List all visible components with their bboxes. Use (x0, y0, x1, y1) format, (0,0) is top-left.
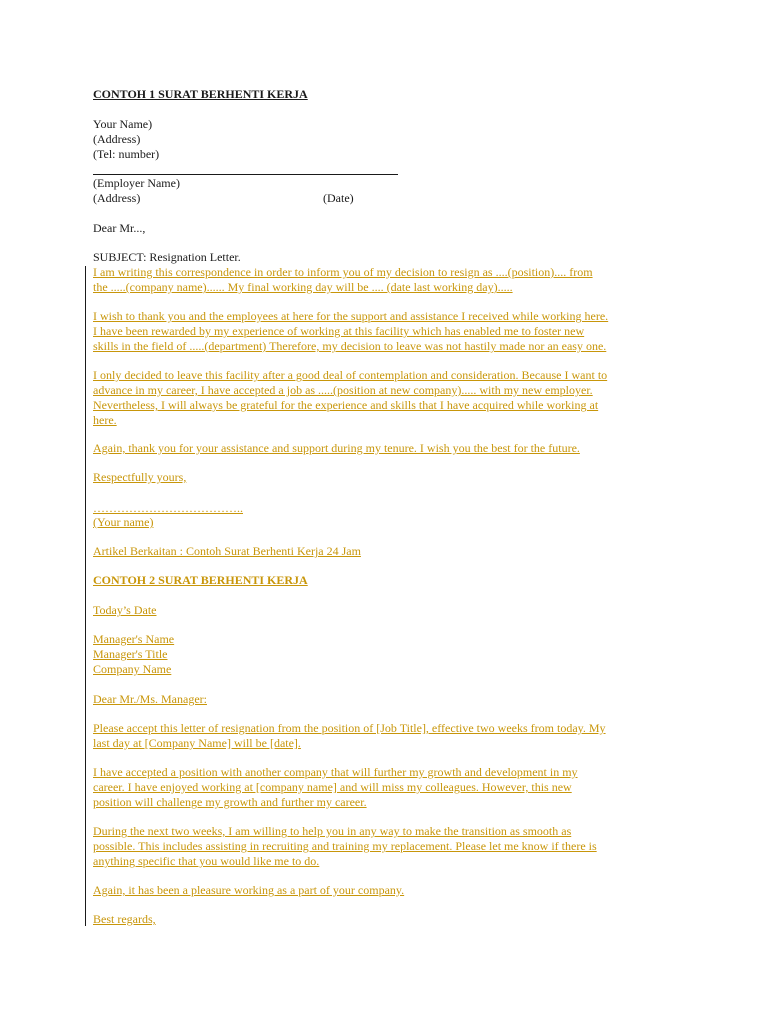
letter2-para2-line[interactable]: career. I have enjoyed working at [company name] and will miss my colleagues. However, this new (93, 780, 572, 794)
letter2-para1-line[interactable]: Please accept this letter of resignation from the position of [Job Title], effective two weeks from today. My (93, 721, 606, 735)
letter2-para4[interactable]: Again, it has been a pleasure working as a part of your company. (93, 883, 405, 897)
letter1-para3-line[interactable]: advance in my career, I have accepted a job as .....(position at new company)..... with my new employer. (93, 383, 593, 397)
letter2-closing[interactable]: Best regards, (93, 912, 156, 926)
related-article-link[interactable]: Artikel Berkaitan : Contoh Surat Berhenti Kerja 24 Jam (93, 544, 361, 558)
letter2-date[interactable]: Today’s Date (93, 603, 157, 617)
letter1-para1-line[interactable]: I am writing this correspondence in order to inform you of my decision to resign as ....(position).... from (93, 265, 593, 279)
letter1-para3-line[interactable]: I only decided to leave this facility after a good deal of contemplation and consideration. Because I want to (93, 368, 608, 382)
margin-bar (85, 266, 86, 926)
letter1-para2-line[interactable]: I wish to thank you and the employees at here for the support and assistance I received while working here. (93, 309, 609, 323)
sender-name: Your Name) (93, 117, 153, 131)
letter1-closing[interactable]: Respectfully yours, (93, 470, 187, 484)
employer-address: (Address) (93, 191, 141, 205)
employer-name: (Employer Name) (93, 176, 180, 190)
recipient-name[interactable]: Manager's Name (93, 632, 175, 646)
letter1-date: (Date) (323, 191, 354, 205)
letter1-para3-line[interactable]: Nevertheless, I will always be grateful for the experience and skills that I have acquired while working at (93, 398, 599, 412)
letter1-para4[interactable]: Again, thank you for your assistance and support during my tenure. I wish you the best for the future. (93, 441, 580, 455)
letter2-salutation[interactable]: Dear Mr./Ms. Manager: (93, 692, 207, 706)
letter2-para3-line[interactable]: anything specific that you would like me to do. (93, 854, 320, 868)
letter2-para3-line[interactable]: During the next two weeks, I am willing to help you in any way to make the transition as smooth as (93, 824, 572, 838)
letter1-salutation: Dear Mr..., (93, 221, 146, 235)
letter1-para2-line[interactable]: I have been rewarded by my experience of working at this facility which has enabled me to foster new (93, 324, 585, 338)
letter1-para3-line[interactable]: here. (93, 413, 117, 427)
letter2-para2-line[interactable]: I have accepted a position with another company that will further my growth and development in my (93, 765, 578, 779)
letter1-heading: CONTOH 1 SURAT BERHENTI KERJA (93, 87, 308, 101)
letter2-heading[interactable]: CONTOH 2 SURAT BERHENTI KERJA (93, 573, 308, 587)
letter2-para1-line[interactable]: last day at [Company Name] will be [date]. (93, 736, 301, 750)
letter1-para2-line[interactable]: skills in the field of .....(department) Therefore, my decision to leave was not hastily made nor an easy one. (93, 339, 607, 353)
letter2-para2-line[interactable]: position will challenge my growth and further my career. (93, 795, 367, 809)
sender-tel: (Tel: number) (93, 147, 160, 161)
signature-name[interactable]: (Your name) (93, 515, 154, 529)
letter1-para1-line[interactable]: the .....(company name)...... My final working day will be .... (date last working day)..... (93, 280, 513, 294)
letter1-subject: SUBJECT: Resignation Letter. (93, 250, 241, 264)
letter2-para3-line[interactable]: possible. This includes assisting in recruiting and training my replacement. Please let me know if there is (93, 839, 597, 853)
sender-address: (Address) (93, 132, 141, 146)
signature-line[interactable]: ……………………………….. (93, 501, 243, 515)
recipient-company[interactable]: Company Name (93, 662, 172, 676)
recipient-title[interactable]: Manager's Title (93, 647, 168, 661)
divider-line (93, 174, 398, 175)
